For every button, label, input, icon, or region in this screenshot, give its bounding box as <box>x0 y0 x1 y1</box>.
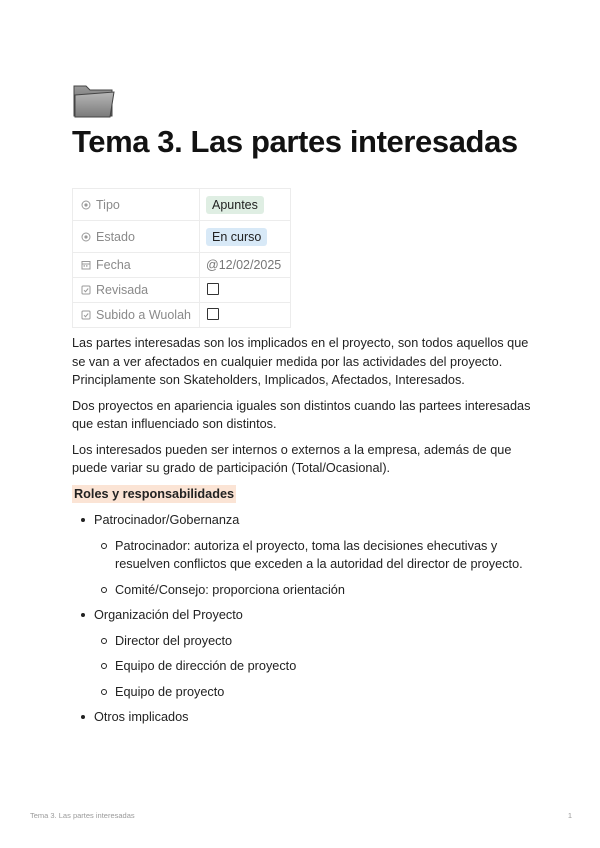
paragraph: Los interesados pueden ser internos o externos a la empresa, además de que puede variar su grado de participación (Total/Ocasional). <box>72 442 512 475</box>
section-heading: Roles y responsabilidades <box>72 485 236 504</box>
property-label: Subido a Wuolah <box>96 308 191 322</box>
property-key <box>73 253 200 278</box>
property-row-fecha[interactable] <box>73 253 291 278</box>
select-icon <box>81 232 91 242</box>
sub-list-item: Equipo de dirección de proyecto <box>94 657 532 676</box>
date-value[interactable]: @12/02/2025 <box>200 253 291 278</box>
property-label: Tipo <box>96 197 120 212</box>
checkbox-icon <box>81 310 91 320</box>
property-row-tipo[interactable] <box>73 189 291 221</box>
sub-list-item: Comité/Consejo: proporciona orientación <box>94 581 532 600</box>
property-value[interactable] <box>200 278 291 303</box>
list-item <box>72 708 532 727</box>
type-tag[interactable]: Apuntes <box>206 196 264 214</box>
property-key <box>73 189 200 221</box>
sub-list-item: Director del proyecto <box>94 632 532 651</box>
sub-list <box>94 537 532 600</box>
sub-list <box>94 632 532 702</box>
property-key <box>73 221 200 253</box>
property-value[interactable] <box>200 303 291 328</box>
revisada-checkbox[interactable] <box>207 283 219 295</box>
footer-title: Tema 3. Las partes interesadas <box>30 811 135 820</box>
subido-checkbox[interactable] <box>207 308 219 320</box>
sub-list-item: Equipo de proyecto <box>94 683 532 702</box>
select-icon <box>81 200 91 210</box>
page-content <box>72 334 532 734</box>
folder-icon <box>72 78 116 120</box>
property-key <box>73 303 200 328</box>
list-item-text: Patrocinador/Gobernanza <box>94 513 240 527</box>
list-item <box>72 511 532 599</box>
property-label: Estado <box>96 229 135 244</box>
list-item <box>72 606 532 701</box>
property-row-revisada[interactable] <box>73 278 291 303</box>
property-row-subido[interactable] <box>73 303 291 328</box>
list-item-text: Organización del Proyecto <box>94 608 243 622</box>
paragraph: Las partes interesadas son los implicados en el proyecto, son todos aquellos que se van a ver afectados en cualquier medida por las actividades del proyecto. Principlamente son Skateholders, Implicados, Afectados, Interesados. <box>72 336 529 387</box>
property-value[interactable] <box>200 221 291 253</box>
property-label: Revisada <box>96 283 149 297</box>
property-value[interactable] <box>200 189 291 221</box>
sub-list-item: Patrocinador: autoriza el proyecto, toma las decisiones ehecutivas y resuelven conflictos que exceden a la autoridad del director de proyecto. <box>94 537 532 574</box>
calendar-icon <box>81 260 91 270</box>
page-title: Tema 3. Las partes interesadas <box>72 124 518 159</box>
property-row-estado[interactable] <box>73 221 291 253</box>
paragraph: Dos proyectos en apariencia iguales son distintos cuando las partees interesadas que estan influenciado son distintos. <box>72 398 531 431</box>
property-key <box>73 278 200 303</box>
properties-table <box>72 188 291 328</box>
bullet-list <box>72 511 532 727</box>
status-tag[interactable]: En curso <box>206 228 267 246</box>
checkbox-icon <box>81 285 91 295</box>
page-number: 1 <box>567 811 572 820</box>
property-label: Fecha <box>96 258 131 272</box>
list-item-text: Otros implicados <box>94 710 189 724</box>
